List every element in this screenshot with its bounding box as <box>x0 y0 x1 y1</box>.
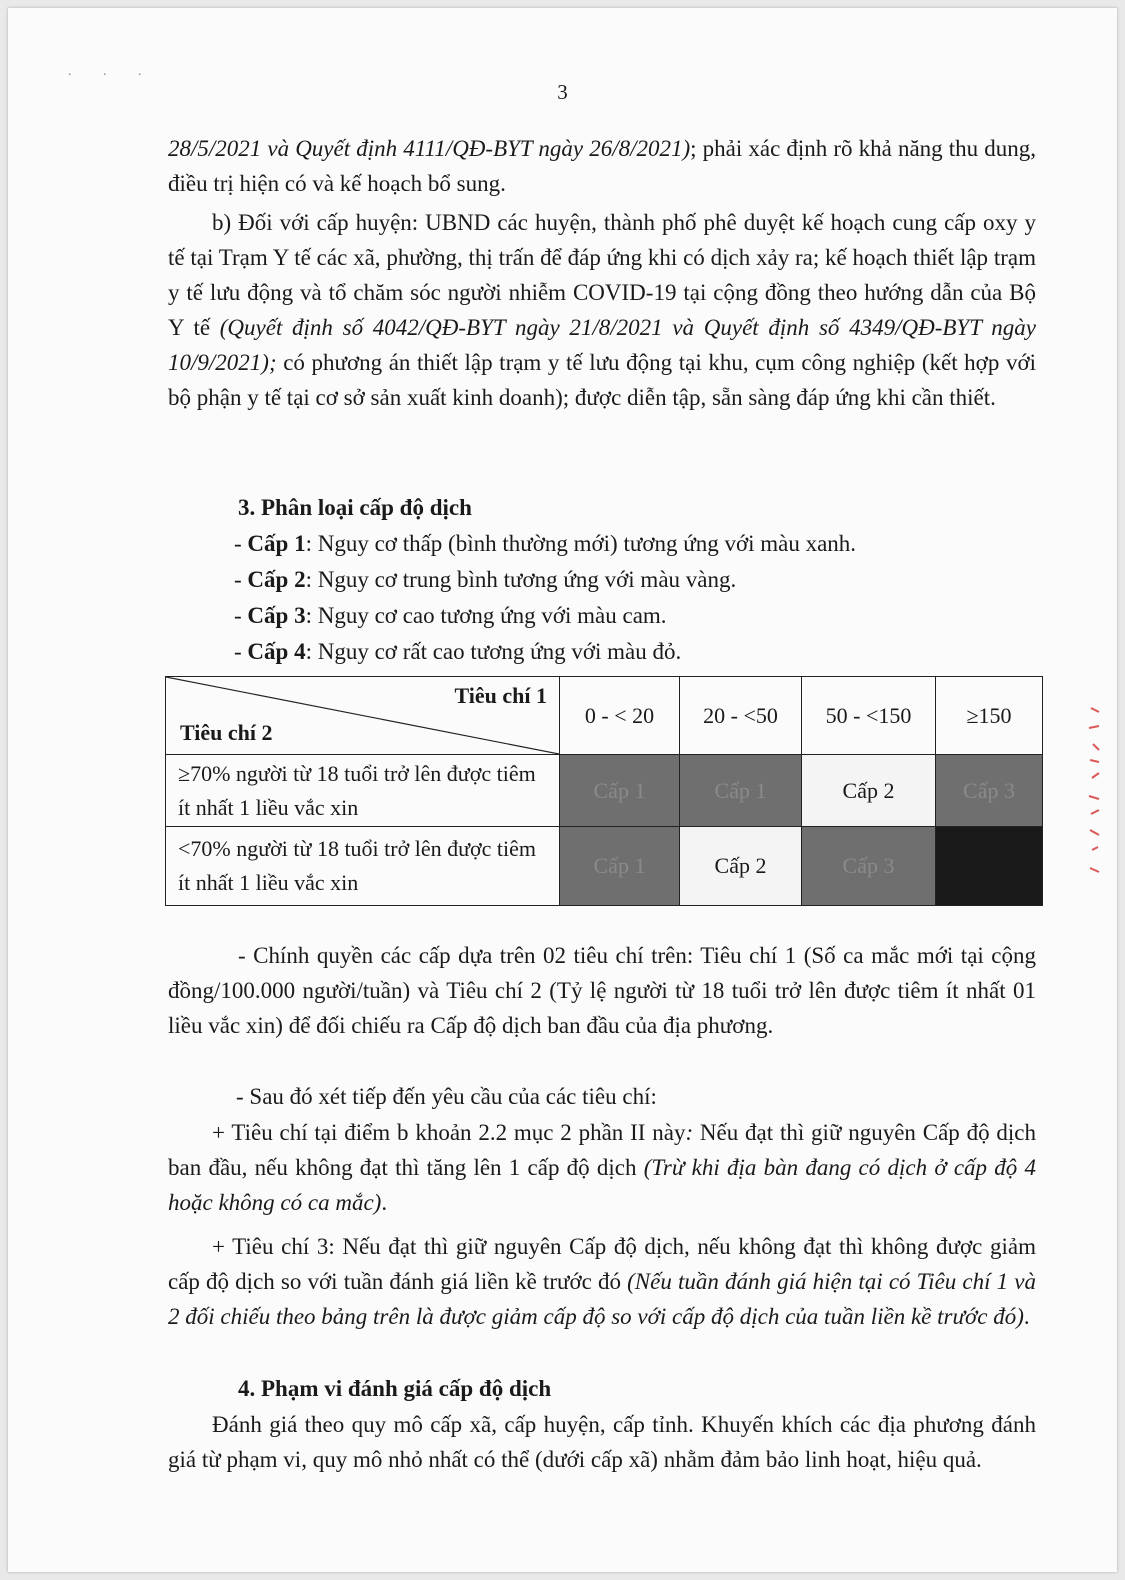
level-list-item <box>234 598 1034 633</box>
level-cell-black <box>936 827 1043 906</box>
row-label: <70% người từ 18 tuổi trở lên được tiêm ít nhất 1 liều vắc xin <box>166 827 560 906</box>
paragraph-text: có phương án thiết lập trạm y tế lưu động tại khu, cụm công nghiệp (kết hợp với bộ phận y tế tại cơ sở sản xuất kinh doanh); được diễn tập, sẵn sàng đáp ứng khi cần thiết. <box>168 350 1036 410</box>
table-row <box>166 827 1043 906</box>
list-dash: - <box>234 567 248 592</box>
level-cell: Cấp 3 <box>802 827 936 906</box>
criteria-corner-cell <box>166 677 560 755</box>
list-dash: - <box>234 639 248 664</box>
level-cell: Cấp 2 <box>802 755 936 827</box>
level-label: Cấp 4 <box>247 639 306 664</box>
section-3-heading: 3. Phân loại cấp độ dịch <box>238 495 472 520</box>
column-header: 50 - <150 <box>802 677 936 755</box>
level-description: : Nguy cơ rất cao tương ứng với màu đỏ. <box>305 639 682 664</box>
paragraph-criterion-b <box>168 1115 1036 1220</box>
italic-colon: : <box>685 1120 694 1145</box>
column-header: ≥150 <box>936 677 1043 755</box>
list-dash: - <box>234 531 248 556</box>
document-page <box>8 8 1117 1572</box>
paragraph-text: Nếu đạt thì giữ nguyên Cấp độ dịch ban đầu, nếu không đạt thì tăng lên 1 cấp độ dịch <box>168 1120 1036 1180</box>
criterion-1-label: Tiêu chí 1 <box>454 683 547 708</box>
paragraph-continuation <box>168 131 1036 201</box>
paragraph-text: + Tiêu chí tại điểm b khoản 2.2 mục 2 phần II này <box>212 1120 686 1145</box>
paragraph-scope: Đánh giá theo quy mô cấp xã, cấp huyện, cấp tỉnh. Khuyến khích các địa phương đánh giá từ phạm vi, quy mô nhỏ nhất có thể (dưới cấp xã) nhằm đảm bảo linh hoạt, hiệu quả. <box>168 1412 1036 1472</box>
cited-decisions: 28/5/2021 và Quyết định 4111/QĐ-BYT ngày 26/8/2021) <box>168 136 691 161</box>
paragraph-district-level <box>168 205 1036 415</box>
table-header-row <box>166 677 1043 755</box>
level-list-item <box>234 562 1034 597</box>
italic-note: (Nếu tuần đánh giá hiện tại có Tiêu chí 1 và 2 đối chiếu theo bảng trên là được giảm cấp độ so với cấp độ dịch của tuần liền kề trước đó) <box>168 1269 1036 1329</box>
paragraph-then: - Sau đó xét tiếp đến yêu cầu của các tiêu chí: <box>236 1084 657 1109</box>
criterion-2-label: Tiêu chí 2 <box>180 720 273 745</box>
column-header: 20 - <50 <box>680 677 802 755</box>
paragraph-criterion-3 <box>168 1229 1036 1334</box>
paragraph-text: + Tiêu chí 3: Nếu đạt thì giữ nguyên Cấp độ dịch, nếu không đạt thì không được giảm cấp độ dịch so với tuần đánh giá liền kề trước đó <box>168 1234 1036 1294</box>
row-label: ≥70% người từ 18 tuổi trở lên được tiêm ít nhất 1 liều vắc xin <box>166 755 560 827</box>
paragraph-text: ; phải xác định rõ khả năng thu dung, điều trị hiện có và kế hoạch bổ sung. <box>168 136 1037 196</box>
level-description: : Nguy cơ trung bình tương ứng với màu vàng. <box>305 567 737 592</box>
level-description: : Nguy cơ cao tương ứng với màu cam. <box>305 603 667 628</box>
column-header: 0 - < 20 <box>560 677 680 755</box>
level-label: Cấp 1 <box>247 531 306 556</box>
level-label: Cấp 2 <box>247 567 306 592</box>
level-label: Cấp 3 <box>247 603 306 628</box>
level-list-item <box>234 634 1034 669</box>
level-cell: Cấp 1 <box>560 827 680 906</box>
paragraph-text: b) Đối với cấp huyện: UBND các huyện, thành phố phê duyệt kế hoạch cung cấp oxy y tế tại Trạm Y tế các xã, phường, thị trấn để đáp ứng khi có dịch xảy ra; kế hoạch thiết lập trạm y tế lưu động và tổ chăm sóc người nhiễm COVID-19 tại cộng đồng theo hướng dẫn của Bộ Y tế <box>168 210 1036 340</box>
level-cell: Cấp 3 <box>936 755 1043 827</box>
level-cell: Cấp 1 <box>680 755 802 827</box>
list-dash: - <box>234 603 248 628</box>
level-list-item <box>234 526 1034 561</box>
level-cell: Cấp 1 <box>560 755 680 827</box>
level-cell: Cấp 2 <box>680 827 802 906</box>
cited-decisions: (Quyết định số 4042/QĐ-BYT ngày 21/8/2021 và Quyết định số 4349/QĐ-BYT ngày 10/9/2021); <box>168 315 1036 375</box>
table-row <box>166 755 1043 827</box>
section-4-heading: 4. Phạm vi đánh giá cấp độ dịch <box>238 1376 552 1401</box>
header-dots: . . . <box>68 64 156 79</box>
paragraph-government: - Chính quyền các cấp dựa trên 02 tiêu chí trên: Tiêu chí 1 (Số ca mắc mới tại cộng đồng/100.000 người/tuần) và Tiêu chí 2 (Tỷ lệ người từ 18 tuổi trở lên được tiêm ít nhất 01 liều vắc xin) để đối chiếu ra Cấp độ dịch ban đầu của địa phương. <box>168 943 1036 1038</box>
level-description: : Nguy cơ thấp (bình thường mới) tương ứng với màu xanh. <box>305 531 857 556</box>
paragraph-end: . <box>1023 1304 1030 1329</box>
red-stamp-edge <box>1085 700 1109 890</box>
epidemic-level-table <box>165 676 1043 906</box>
page-number: 3 <box>557 80 568 104</box>
paragraph-end: . <box>381 1190 388 1215</box>
italic-note: (Trừ khi địa bàn đang có dịch ở cấp độ 4 hoặc không có ca mắc) <box>168 1155 1036 1215</box>
